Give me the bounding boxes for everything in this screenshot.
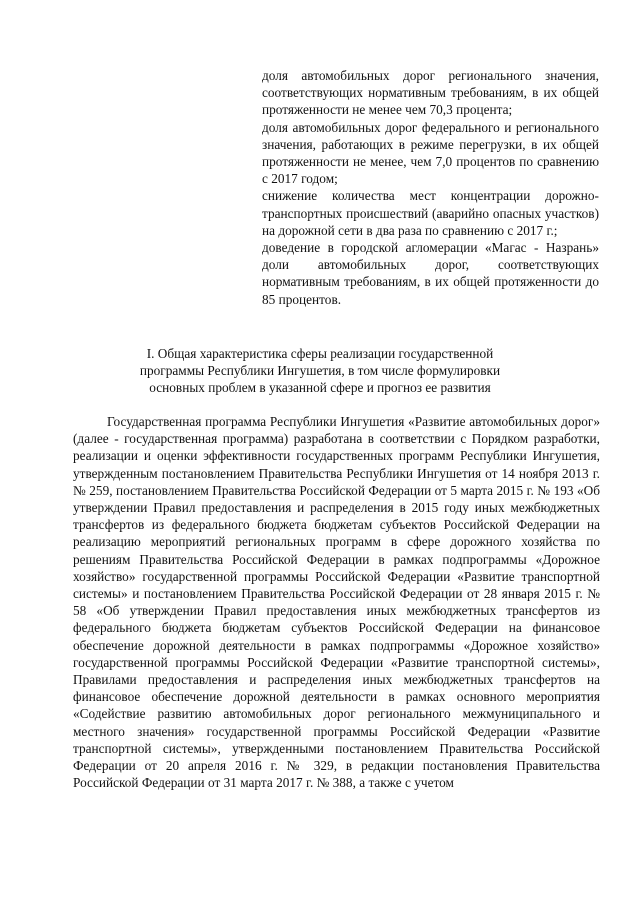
- indicator-item: доля автомобильных дорог федерального и регионального значения, работающих в режиме перегрузки, в их общей протяженности не менее, чем 7,0 процентов по сравнению с 2017 годом;: [262, 119, 599, 187]
- section-heading-line: I. Общая характеристика сферы реализации государственной: [146, 346, 494, 361]
- section-heading-line: программы Республики Ингушетия, в том числе формулировки: [139, 363, 501, 379]
- section-heading: [95, 345, 545, 397]
- indicator-item: доля автомобильных дорог регионального значения, соответствующих нормативным требованиям, в их общей протяженности не менее чем 70,3 процента;: [262, 68, 599, 118]
- indicator-item: снижение количества мест концентрации дорожно-транспортных происшествий (аварийно опасных участков) на дорожной сети в два раза по сравнению с 2017 г.;: [262, 188, 599, 238]
- target-indicators-list: [262, 67, 599, 308]
- section-heading-line: основных проблем в указанной сфере и прогноз ее развития: [149, 380, 491, 396]
- indicator-item: доведение в городской агломерации «Магас - Назрань» доли автомобильных дорог, соответствующих нормативным требованиям, в их общей протяженности до 85 процентов.: [262, 240, 599, 307]
- body-paragraph: Государственная программа Республики Ингушетия «Развитие автомобильных дорог» (далее - государственная программа) разработана в соответствии с Порядком разработки, реализации и оценки эффективности государственных программ Республики Ингушетия, утвержденным постановлением Правительства Республики Ингушетия от 14 ноября 2013 г. № 259, постановлением Правительства Российской Федерации от 5 марта 2015 г. № 193 «Об утверждении Правил предоставления и распределения в 2015 году иных межбюджетных трансфертов из федерального бюджета бюджетам субъектов Российской Федерации на реализацию мероприятий региональных программ в сфере дорожного хозяйства по решениям Правительства Российской Федерации в рамках подпрограммы «Дорожное хозяйство» государственной программы Российской Федерации «Развитие транспортной системы» и постановлением Правительства Российской Федерации от 28 января 2015 г. № 58 «Об утверждении Правил предоставления иных межбюджетных трансфертов из федерального бюджета бюджетам субъектов Российской Федерации на финансовое обеспечение дорожной деятельности в рамках подпрограммы «Дорожное хозяйство» государственной программы Российской Федерации «Развитие транспортной системы», Правилами предоставления и распределения иных межбюджетных трансфертов на финансовое обеспечение дорожной деятельности в рамках основного мероприятия «Содействие развитию автомобильных дорог регионального межмуниципального и местного значения» государственной программы Российской Федерации «Развитие транспортной системы», утвержденными постановлением Правительства Российской Федерации от 20 апреля 2016 г. № 329, в редакции постановления Правительства Российской Федерации от 31 марта 2017 г. № 388, а также с учетом: [73, 414, 600, 791]
